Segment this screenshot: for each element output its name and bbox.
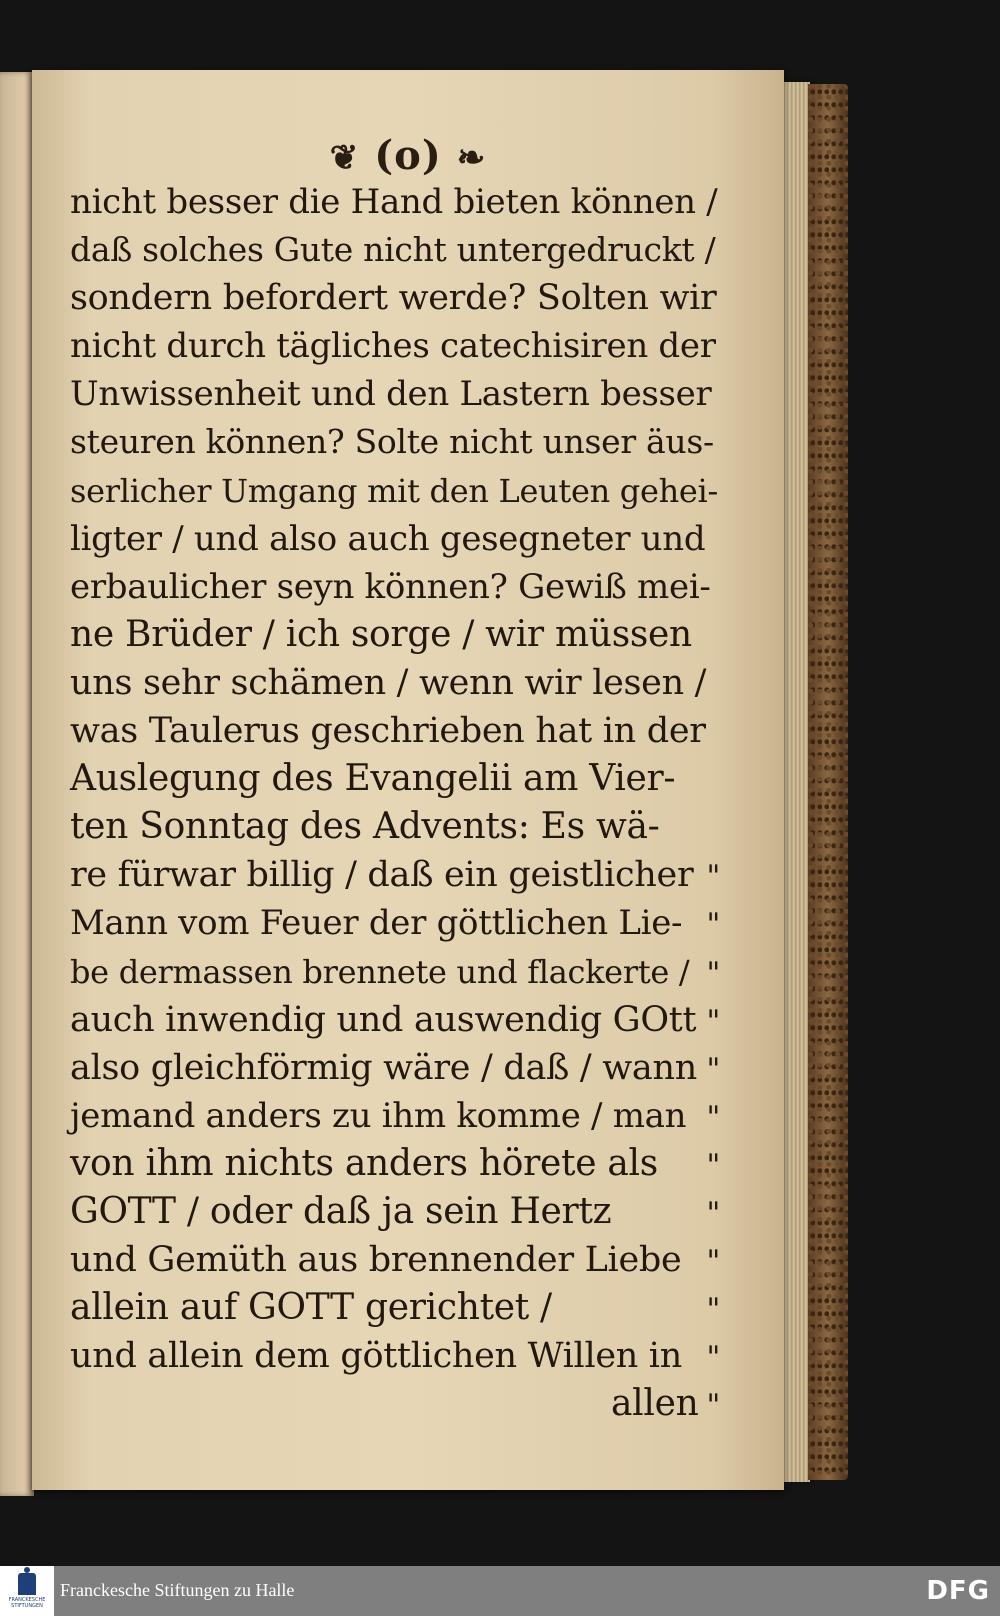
text-line: was Taulerus geschrieben hat in der: [70, 711, 706, 752]
text-line: be dermassen brennete und flackerte / ": [70, 948, 720, 996]
text-line: und Gemüth aus brennender Liebe ": [70, 1236, 720, 1284]
text-line: ten Sonntag des Advents: Es wä-: [70, 806, 660, 848]
text-line: ne Brüder / ich sorge / wir müssen: [70, 613, 692, 655]
quote-mark: ": [706, 1388, 720, 1424]
quote-mark: ": [706, 1244, 720, 1280]
text-line: allein auf GOTT gerichtet / ": [70, 1284, 720, 1332]
text-line: sondern befordert werde? Solten wir: [70, 278, 717, 319]
quote-mark: ": [706, 1003, 720, 1039]
text-line: also gleichförmig wäre / daß / wann ": [70, 1044, 720, 1092]
body-text: [70, 178, 720, 1428]
text-line: uns sehr schämen / wenn wir lesen /: [70, 662, 707, 703]
quote-mark: ": [706, 955, 720, 991]
text-line: Mann vom Feuer der göttlichen Lie- ": [70, 899, 720, 947]
dfg-logo[interactable]: DFG: [926, 1576, 990, 1606]
quote-mark: ": [706, 1195, 720, 1231]
text-line: ligter / und also auch gesegneter und: [70, 518, 706, 559]
book-page: [32, 70, 784, 1490]
text-line: erbaulicher seyn können? Gewiß mei-: [70, 566, 711, 607]
text-line: serlicher Umgang mit den Leuten gehei-: [70, 471, 719, 510]
text-line: steuren können? Solte nicht unser äus-: [70, 422, 714, 462]
text-line: Auslegung des Evangelii am Vier-: [70, 758, 676, 800]
text-line: von ihm nichts anders hörete als ": [70, 1140, 720, 1188]
ornament-right-icon: ❧: [456, 138, 487, 178]
quote-mark: ": [706, 1292, 720, 1328]
text-line: jemand anders zu ihm komme / man ": [70, 1092, 720, 1140]
text-line: Unwissenheit und den Lastern besser: [70, 374, 712, 415]
page-number: (o): [374, 132, 442, 179]
quote-mark: ": [706, 1340, 720, 1376]
quote-mark: ": [706, 1051, 720, 1087]
logo-text: FRANCKESCHE STIFTUNGEN: [8, 1597, 46, 1609]
text-line: auch inwendig und auswendig GOtt ": [70, 996, 720, 1044]
footer-bar: [0, 1566, 1000, 1616]
quote-mark: ": [706, 859, 720, 895]
page-edges: [780, 82, 810, 1482]
text-line: nicht besser die Hand bieten können /: [70, 182, 718, 222]
text-line: GOTT / oder daß ja sein Hertz ": [70, 1188, 720, 1236]
text-line: daß solches Gute nicht untergedruckt /: [70, 230, 716, 270]
text-line: re fürwar billig / daß ein geistlicher ": [70, 851, 720, 899]
institution-name[interactable]: Franckesche Stiftungen zu Halle: [60, 1580, 295, 1600]
page-header: [32, 132, 784, 179]
ornament-left-icon: ❦: [329, 138, 360, 178]
book-cover-edge: [808, 84, 848, 1480]
left-page-edge: [0, 72, 34, 1496]
text-line: nicht durch tägliches catechisiren der: [70, 326, 716, 367]
institution-logo[interactable]: [0, 1566, 54, 1616]
text-line: und allein dem göttlichen Willen in ": [70, 1332, 720, 1380]
quote-mark: ": [706, 907, 720, 943]
quote-mark: ": [706, 1099, 720, 1135]
quote-mark: ": [706, 1147, 720, 1183]
franckesche-logo-icon: [18, 1573, 36, 1595]
catchword: allen ": [70, 1380, 720, 1428]
